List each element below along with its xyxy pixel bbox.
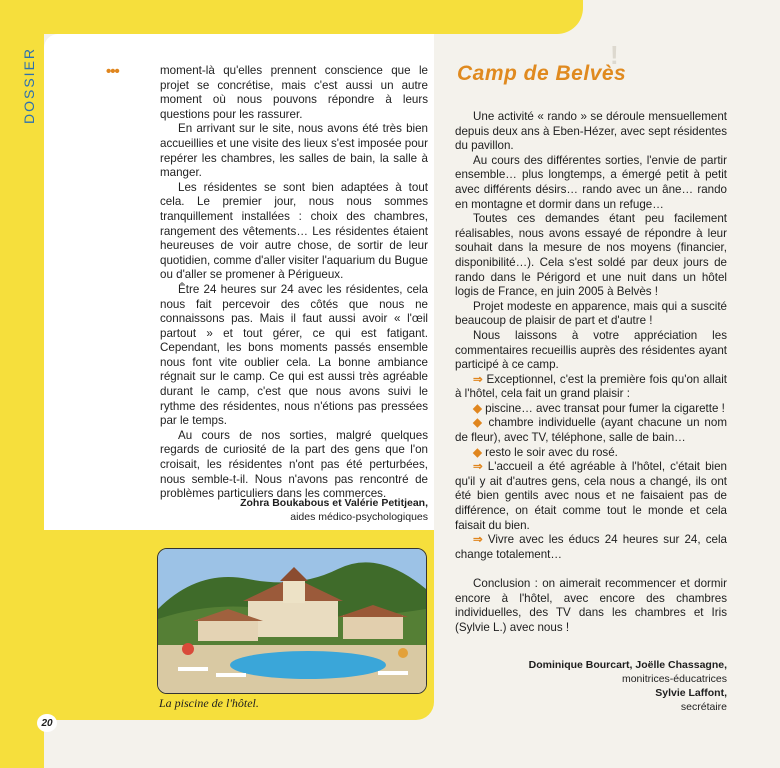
hotel-pool-photo [157,548,427,694]
diamond-bullet-icon: ◆ [473,401,482,415]
quote-line [455,460,727,533]
bullet-text: resto le soir avec du rosé. [485,445,618,459]
signature-names: Dominique Bourcart, Joëlle Chassagne, [528,659,727,671]
paragraph: Les résidentes se sont bien adaptées à tout cela. Le premier jour, nous nous sommes tranquillement installées : choix des chambres, rangement des vêtements… Les résidentes étaient heureuses de voir autre chose, de sortir de leur quotidien, comme d'aller visiter l'aquarium du Bugue ou d'aller se promener à Périgueux. [160,180,429,282]
bullet-line [455,446,727,461]
double-arrow-icon: ⇒ [473,372,483,386]
bullet-text: chambre individuelle (ayant chacune un nom de fleur), avec TV, téléphone, salle de bain… [455,416,727,445]
hotel-pool-image [158,549,426,693]
section-label: DOSSIER [21,46,37,124]
signature-role: aides médico-psychologiques [290,511,428,523]
paragraph: En arrivant sur le site, nous avons été très bien accueillies et une visite des lieux s'est imposée pour repérer les chambres, les salles de bain, la salle à manger. [160,122,428,180]
ghost-heading: ! [610,40,620,70]
signature-role: monitrices-éducatrices [621,673,727,685]
paragraph: Être 24 heures sur 24 avec les résidentes, cela nous fait percevoir des côtés que nous ne connaissons pas. Mais il faut aussi avoir « l'œil partout » et tout gérer, ce qui est fatigant. Cependant, les bons moments passés ensemble nous font vite oublier cela. La bonne ambiance régnait sur le camp. Ce qui est aussi très agréable durant le camp, c'est que nous avons suivi le rythme des résidentes, nous n'étions pas pressées par le temps. [160,282,428,428]
signature-role: secrétaire [680,701,727,713]
paragraph: Au cours des différentes sorties, l'envie de partir ensemble… plus longtemps, a émergé petit à petit avec différents désirs… rando avec un âne… rando en montagne et dormir dans un refuge… [455,153,727,211]
paragraph: Une activité « rando » se déroule mensuellement depuis deux ans à Eben-Hézer, avec sept résidentes du pavillon. [455,110,727,153]
left-article-column [160,64,428,502]
right-signature [455,658,727,714]
paragraph: Toutes ces demandes étant peu facilement réalisables, nous avons essayé de répondre à leur souhait dans la mesure de nos moyens (financier, disponibilité…). Cela s'est soldé par deux jours de rando dans le Périgord et une nuit dans un hôtel logis de France, en juin 2005 à Belvès ! [455,212,727,299]
quote-line [455,373,727,402]
paragraph: Projet modeste en apparence, mais qui a suscité beaucoup de plaisir de part et d'autre ! [455,299,727,328]
double-arrow-icon: ⇒ [473,460,483,474]
quote-line [455,533,727,562]
paragraph: moment-là qu'elles prennent conscience que le projet se concrétise, mais c'est aussi un autre moment où nous pouvons répondre à leurs questions pour les rassurer. [160,64,428,121]
diamond-bullet-icon: ◆ [473,445,482,459]
page-number: 20 [37,714,57,732]
paragraph: Nous laissons à votre appréciation les commentaires recueillis auprès des résidentes ayant participé à ce camp. [455,328,727,372]
double-arrow-icon: ⇒ [473,533,483,547]
paragraph: Au cours de nos sorties, malgré quelques regards de curiosité de la part des gens que l'on croisait, les résidentes n'ont pas été perturbées, nous semble-t-il. Nous n'avons pas rencontré de problèmes particuliers dans les commerces. [160,428,428,501]
quote-text: Exceptionnel, c'est la première fois qu'on allait à l'hôtel, cela fait un grand plaisir : [455,372,727,401]
left-signature [160,496,428,524]
article-title: Camp de Belvès [457,62,627,85]
right-article-column [455,110,727,635]
quote-text: L'accueil a été agréable à l'hôtel, c'était bien qu'il y ait d'autres gens, cela nous a changé, ils ont été bien gentils avec nous et ne faisaient pas de différence, on était comme tout le monde et cela faisait du bien. [455,460,727,532]
yellow-header-band [0,0,583,34]
bullet-line [455,416,727,445]
paragraph-spacer [455,562,727,577]
diamond-bullet-icon: ◆ [473,416,484,430]
signature-name: Sylvie Laffont, [655,687,727,699]
bullet-line [455,402,727,417]
bullet-text: piscine… avec transat pour fumer la cigarette ! [485,401,725,415]
signature-name: Zohra Boukabous et Valérie Petitjean, [240,497,428,509]
conclusion: Conclusion : on aimerait recommencer et dormir encore à l'hôtel, avec encore des chambres individuelles, des TV dans les chambres et Iris (Sylvie L.) avec nous ! [455,577,727,634]
ellipsis-ornament-icon: ••• [106,63,119,80]
photo-caption: La piscine de l'hôtel. [159,696,259,710]
quote-text: Vivre avec les éducs 24 heures sur 24, cela change totalement… [455,533,727,561]
